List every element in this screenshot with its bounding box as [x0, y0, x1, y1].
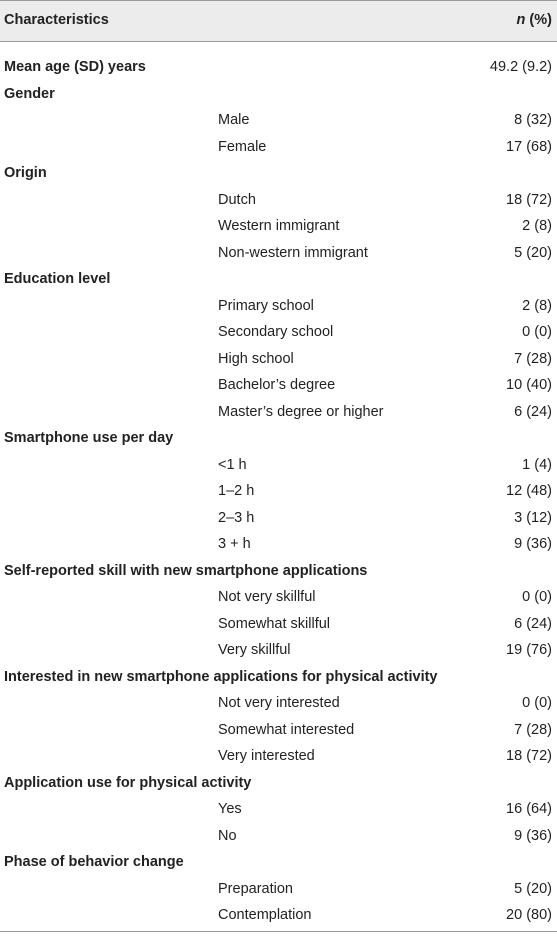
subcategory-label: Non-western immigrant [218, 244, 368, 261]
subcategory-label: Yes [218, 801, 242, 817]
subcategory-label: Western immigrant [218, 218, 340, 234]
value-cell: 6 (24) [514, 615, 552, 632]
value-cell: 1 (4) [522, 456, 552, 473]
category-label: Interested in new smartphone applications for physical activity [4, 668, 438, 685]
value-cell: 6 (24) [514, 403, 552, 420]
subcategory-label: Very interested [218, 748, 315, 764]
value-cell: 19 (76) [506, 642, 552, 658]
table-row [0, 213, 557, 240]
table-row [0, 770, 557, 797]
value-cell: 17 (68) [506, 138, 552, 155]
table-row [0, 717, 557, 744]
table-row [0, 346, 557, 373]
subcategory-label: Dutch [218, 191, 256, 208]
subcategory-label: Very skillful [218, 642, 291, 658]
value-cell: 9 (36) [514, 536, 552, 552]
subcategory-label: Primary school [218, 297, 314, 314]
category-label: Self-reported skill with new smartphone applications [4, 562, 368, 579]
subcategory-label: 1–2 h [218, 483, 255, 499]
subcategory-label: Somewhat skillful [218, 615, 331, 632]
table-row [0, 478, 557, 505]
table-row [0, 849, 557, 876]
subcategory-label: Male [218, 112, 250, 128]
value-cell: 2 (8) [522, 218, 552, 234]
table-row [0, 399, 557, 426]
table-row [0, 266, 557, 293]
table-row [0, 54, 557, 81]
value-cell: 3 (12) [514, 509, 552, 526]
table-row [0, 505, 557, 532]
value-cell: 5 (20) [514, 244, 552, 261]
category-label: Origin [4, 165, 47, 181]
category-label: Smartphone use per day [4, 430, 174, 446]
table-row [0, 319, 557, 346]
table-row [0, 902, 557, 929]
table-header [0, 0, 557, 42]
table-row [0, 637, 557, 664]
table-row [0, 584, 557, 611]
category-label: Mean age (SD) years [4, 59, 146, 75]
value-cell: 10 (40) [506, 377, 552, 393]
value-cell: 12 (48) [506, 483, 552, 499]
header-n-percent [517, 12, 552, 28]
table-row [0, 823, 557, 850]
table-row [0, 107, 557, 134]
category-label: Application use for physical activity [4, 774, 252, 791]
category-label: Education level [4, 271, 111, 287]
category-label: Phase of behavior change [4, 854, 184, 870]
value-cell: 2 (8) [522, 297, 552, 314]
subcategory-label: Somewhat interested [218, 721, 355, 738]
subcategory-label: Bachelor’s degree [218, 377, 336, 393]
table-row [0, 81, 557, 108]
subcategory-label: Female [218, 138, 267, 155]
value-cell: 0 (0) [522, 324, 552, 340]
subcategory-label: Master’s degree or higher [218, 403, 384, 420]
subcategory-label: Not very interested [218, 695, 340, 711]
value-cell: 20 (80) [506, 907, 552, 923]
table-row [0, 876, 557, 903]
header-characteristics: Characteristics [4, 12, 109, 28]
bottom-rule [0, 931, 557, 932]
value-cell: 0 (0) [522, 695, 552, 711]
table-row [0, 293, 557, 320]
value-cell: 0 (0) [522, 589, 552, 605]
subcategory-label: Secondary school [218, 324, 334, 340]
header-percent: (%) [525, 12, 552, 28]
table-body [0, 54, 557, 929]
subcategory-label: Not very skillful [218, 589, 316, 605]
header-n: n [516, 12, 526, 28]
subcategory-label: Contemplation [218, 907, 312, 923]
table-row [0, 743, 557, 770]
value-cell: 8 (32) [514, 112, 552, 128]
value-cell: 9 (36) [514, 827, 552, 844]
table-row [0, 796, 557, 823]
subcategory-label: Preparation [218, 880, 293, 897]
value-cell: 7 (28) [514, 350, 552, 367]
value-cell: 7 (28) [514, 721, 552, 738]
subcategory-label: 2–3 h [218, 509, 255, 526]
value-cell: 18 (72) [506, 191, 552, 208]
value-cell: 18 (72) [506, 748, 552, 764]
table-row [0, 452, 557, 479]
value-cell: 16 (64) [506, 801, 552, 817]
value-cell: 49.2 (9.2) [489, 59, 552, 75]
category-label: Gender [4, 85, 55, 102]
table-row [0, 611, 557, 638]
table-row [0, 690, 557, 717]
table-row [0, 240, 557, 267]
table-row [0, 134, 557, 161]
table-row [0, 664, 557, 691]
table-row [0, 425, 557, 452]
table-row [0, 372, 557, 399]
subcategory-label: High school [218, 350, 294, 367]
table-row [0, 531, 557, 558]
table-row [0, 187, 557, 214]
table-row [0, 558, 557, 585]
subcategory-label: 3 + h [218, 536, 251, 552]
subcategory-label: <1 h [218, 456, 247, 473]
table-row [0, 160, 557, 187]
subcategory-label: No [218, 827, 237, 844]
value-cell: 5 (20) [514, 880, 552, 897]
